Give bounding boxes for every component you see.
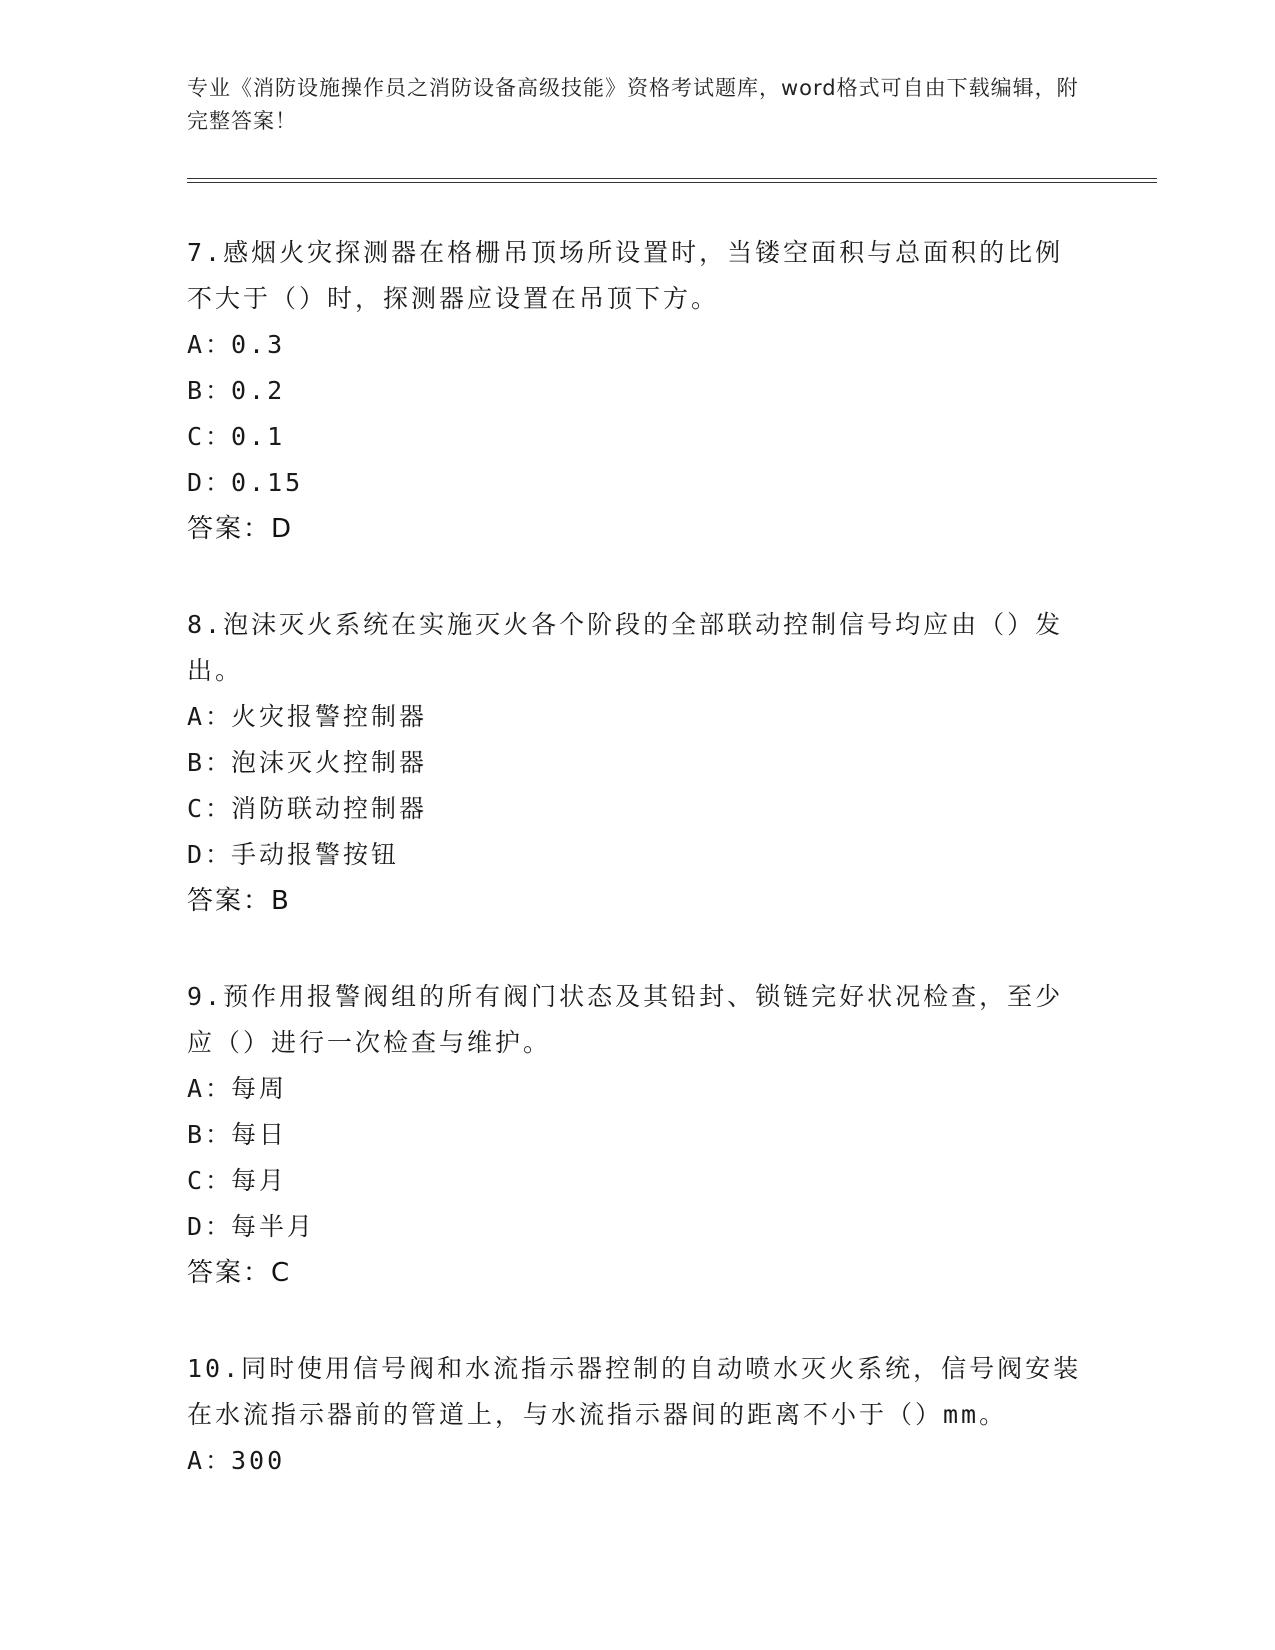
option-text: 泡沫灭火控制器 [231,748,428,777]
option-text: 0.3 [231,330,286,359]
option-text: 每日 [231,1120,288,1149]
option-b [187,740,1087,786]
answer-line: 答案：B [187,886,291,916]
option-c [187,1158,1087,1204]
option-text: 火灾报警控制器 [231,702,428,731]
question-8 [187,602,1087,924]
question-9 [187,974,1087,1296]
option-c [187,414,1087,460]
option-d [187,1204,1087,1250]
option-label: C： [187,794,234,823]
question-7 [187,230,1087,552]
option-d [187,460,1087,506]
question-10 [187,1346,1087,1484]
option-text: 0.15 [231,468,304,497]
option-b [187,1112,1087,1158]
option-label: C： [187,422,234,451]
option-b [187,368,1087,414]
option-label: A： [187,1074,234,1103]
option-text: 每半月 [231,1212,316,1241]
option-label: A： [187,330,234,359]
option-label: B： [187,376,234,405]
option-label: B： [187,1120,234,1149]
document-header: 专业《消防设施操作员之消防设备高级技能》资格考试题库，word格式可自由下载编辑，附完整答案！ [187,76,1079,133]
option-label: B： [187,748,234,777]
option-label: A： [187,1446,234,1475]
option-c [187,786,1087,832]
answer-line: 答案：D [187,514,294,544]
option-a [187,694,1087,740]
option-label: D： [187,468,234,497]
option-text: 0.2 [231,376,286,405]
option-a [187,1438,1087,1484]
option-d [187,832,1087,878]
option-label: A： [187,702,234,731]
option-a [187,322,1087,368]
option-label: D： [187,1212,234,1241]
question-text: 9.预作用报警阀组的所有阀门状态及其铅封、锁链完好状况检查，至少应（）进行一次检查与维护。 [187,982,1064,1057]
option-label: D： [187,840,234,869]
question-text: 7.感烟火灾探测器在格栅吊顶场所设置时，当镂空面积与总面积的比例不大于（）时，探测器应设置在吊顶下方。 [187,238,1064,313]
header-divider [187,178,1157,183]
option-text: 手动报警按钮 [231,840,400,869]
option-text: 300 [231,1446,286,1475]
option-label: C： [187,1166,234,1195]
question-text: 8.泡沫灭火系统在实施灭火各个阶段的全部联动控制信号均应由（）发出。 [187,610,1064,685]
question-list [187,230,1087,1534]
option-text: 每月 [231,1166,288,1195]
question-text: 10.同时使用信号阀和水流指示器控制的自动喷水灭火系统，信号阀安装在水流指示器前的管道上，与水流指示器间的距离不小于（）mm。 [187,1354,1082,1429]
option-text: 每周 [231,1074,288,1103]
answer-line: 答案：C [187,1258,292,1288]
option-text: 0.1 [231,422,286,451]
option-text: 消防联动控制器 [231,794,428,823]
option-a [187,1066,1087,1112]
